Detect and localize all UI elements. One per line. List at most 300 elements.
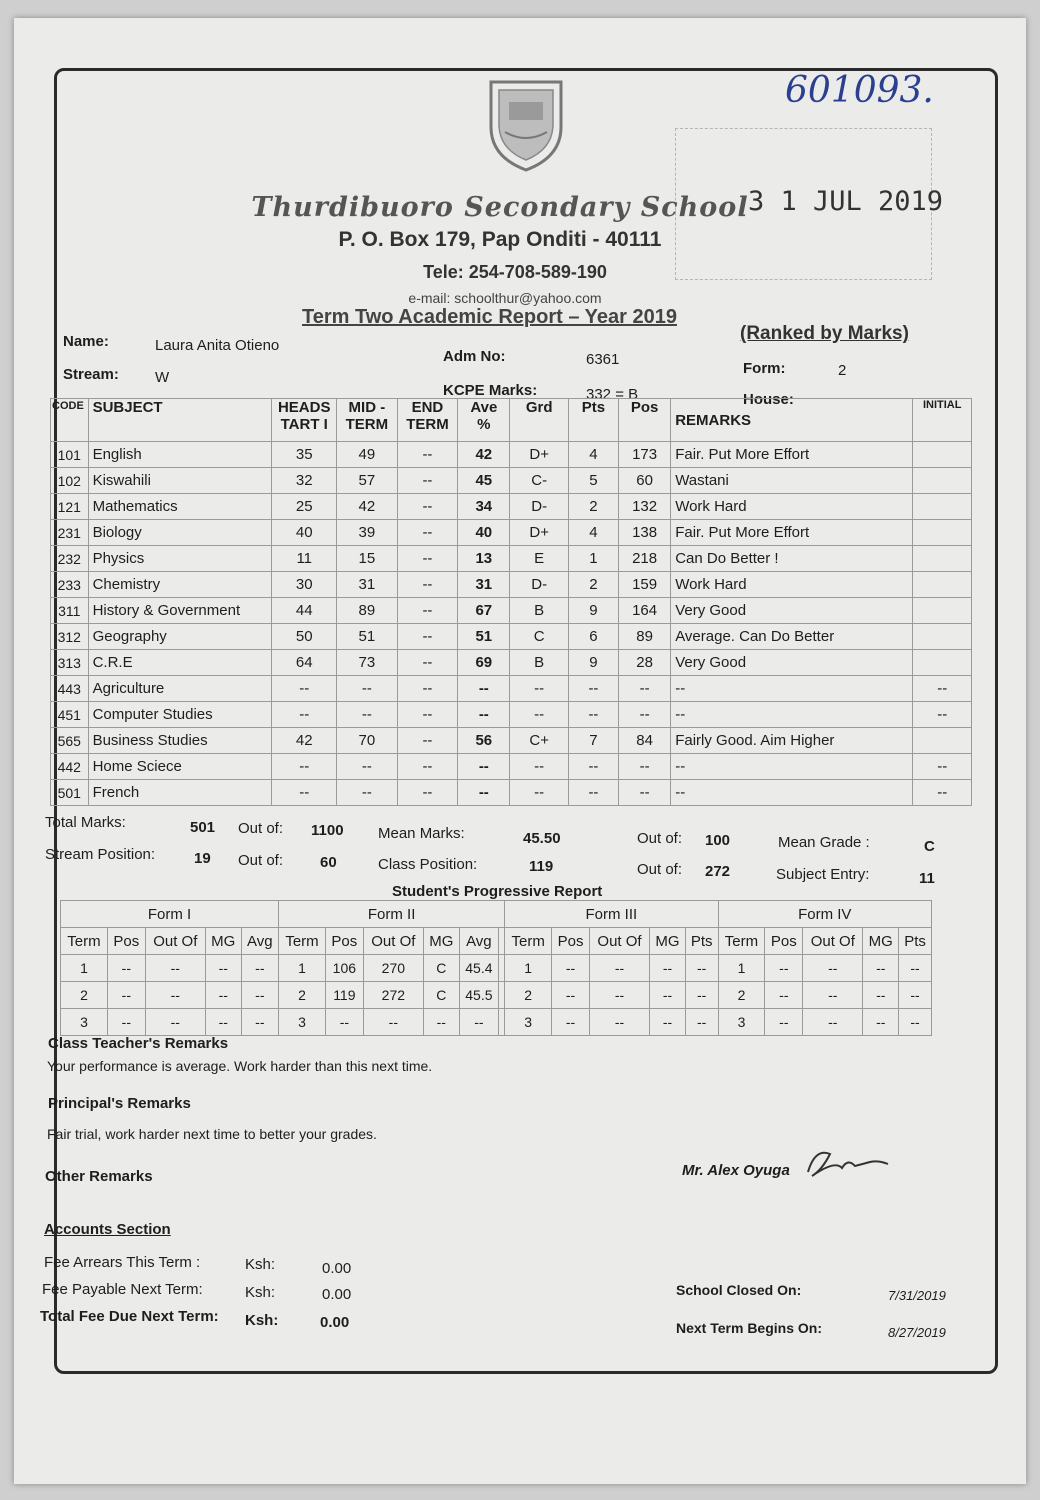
col-grd: Grd	[510, 399, 568, 442]
subject-mid: 15	[337, 546, 398, 572]
progressive-cell: C	[423, 982, 459, 1009]
stream-outof-label: Out of:	[238, 852, 284, 869]
subject-pos: 164	[619, 598, 671, 624]
payable-currency: Ksh:	[245, 1284, 276, 1301]
subject-pts: 7	[568, 728, 618, 754]
stream-position-label: Stream Position:	[45, 846, 156, 863]
subject-grd: C-	[510, 468, 568, 494]
subject-heads: --	[272, 780, 337, 806]
subject-code: 501	[51, 780, 89, 806]
class-outof-label: Out of:	[637, 861, 683, 878]
next-term-date: 8/27/2019	[888, 1325, 946, 1340]
progressive-cell: 2	[61, 982, 108, 1009]
principal-label: Principal's Remarks	[48, 1095, 191, 1112]
subject-pos: 159	[619, 572, 671, 598]
subject-remarks: Average. Can Do Better	[671, 624, 913, 650]
subject-ave: 51	[458, 624, 510, 650]
col-pts: Pts	[568, 399, 618, 442]
subject-heads: 35	[272, 442, 337, 468]
total-due-amount: 0.00	[320, 1314, 350, 1331]
kcpe-label: KCPE Marks:	[443, 382, 538, 399]
progressive-cell: 272	[363, 982, 423, 1009]
subject-pts: --	[568, 702, 618, 728]
progressive-col-pos: Pos	[325, 928, 363, 955]
subject-end: --	[397, 728, 458, 754]
progressive-cell: --	[107, 955, 145, 982]
subject-mid: --	[337, 754, 398, 780]
subject-row	[51, 650, 972, 676]
subject-grd: B	[510, 598, 568, 624]
subject-mid: 57	[337, 468, 398, 494]
subject-subject: Biology	[88, 520, 272, 546]
progressive-cell: 3	[279, 1009, 326, 1036]
subject-remarks: --	[671, 754, 913, 780]
handwritten-number: 601093.	[785, 70, 934, 111]
subject-mid: 39	[337, 520, 398, 546]
subject-end: --	[397, 546, 458, 572]
progressive-cell: --	[650, 982, 686, 1009]
school-name: Thurdibuoro Secondary School	[251, 192, 749, 223]
subject-initial: --	[913, 702, 972, 728]
progressive-cell: --	[863, 1009, 899, 1036]
total-marks: 501	[190, 819, 216, 836]
subject-end: --	[397, 598, 458, 624]
progressive-cell: --	[145, 955, 205, 982]
subject-ave: --	[458, 780, 510, 806]
subject-grd: D+	[510, 442, 568, 468]
subject-code: 232	[51, 546, 89, 572]
arrears-label: Fee Arrears This Term :	[44, 1254, 201, 1271]
progressive-cell: --	[803, 982, 863, 1009]
progressive-cell: --	[685, 1009, 718, 1036]
subject-pts: 4	[568, 520, 618, 546]
subject-pos: 28	[619, 650, 671, 676]
progressive-cell: 270	[363, 955, 423, 982]
progressive-col-mg: MG	[205, 928, 241, 955]
accounts-title: Accounts Section	[44, 1221, 171, 1238]
subject-mid: 89	[337, 598, 398, 624]
progressive-cell: --	[899, 1009, 932, 1036]
progressive-cell: 3	[505, 1009, 552, 1036]
subject-code: 565	[51, 728, 89, 754]
student-name: Laura Anita Otieno	[155, 337, 280, 354]
progressive-col-pos: Pos	[107, 928, 145, 955]
subject-code: 442	[51, 754, 89, 780]
form-2-header: Form II	[279, 901, 505, 928]
class-outof: 272	[705, 863, 731, 880]
progressive-cell: --	[899, 955, 932, 982]
progressive-col-out-of: Out Of	[803, 928, 863, 955]
progressive-cell: 3	[718, 1009, 765, 1036]
progressive-col-term: Term	[505, 928, 552, 955]
progressive-cell: --	[685, 982, 718, 1009]
subject-initial	[913, 546, 972, 572]
form-value: 2	[838, 362, 847, 379]
progressive-cell: 1	[61, 955, 108, 982]
marks-header-row	[51, 399, 972, 442]
subject-ave: 13	[458, 546, 510, 572]
subject-pos: --	[619, 702, 671, 728]
subject-subject: Agriculture	[88, 676, 272, 702]
subject-heads: 64	[272, 650, 337, 676]
subject-code: 451	[51, 702, 89, 728]
progressive-cell: --	[552, 1009, 590, 1036]
class-teacher-label: Class Teacher's Remarks	[48, 1035, 229, 1052]
adm-label: Adm No:	[443, 348, 506, 365]
marks-table	[50, 398, 972, 806]
subject-pts: 5	[568, 468, 618, 494]
progressive-cell: 3	[61, 1009, 108, 1036]
progressive-cell: --	[685, 955, 718, 982]
progressive-col-pts: Pts	[685, 928, 718, 955]
col-pos: Pos	[619, 399, 671, 442]
subject-grd: --	[510, 702, 568, 728]
progressive-cell: --	[459, 1009, 498, 1036]
subject-subject: C.R.E	[88, 650, 272, 676]
progressive-cell: 2	[505, 982, 552, 1009]
progressive-cell: --	[765, 982, 803, 1009]
subject-heads: 25	[272, 494, 337, 520]
progressive-cell: --	[205, 955, 241, 982]
progressive-cell: --	[205, 1009, 241, 1036]
subject-remarks: Very Good	[671, 598, 913, 624]
progressive-cell: --	[650, 1009, 686, 1036]
mean-marks-label: Mean Marks:	[378, 825, 465, 842]
next-term-label: Next Term Begins On:	[676, 1320, 822, 1336]
subject-remarks: Fairly Good. Aim Higher	[671, 728, 913, 754]
subject-mid: --	[337, 676, 398, 702]
subject-mid: 31	[337, 572, 398, 598]
subject-remarks: --	[671, 702, 913, 728]
subject-heads: 30	[272, 572, 337, 598]
mean-grade-label: Mean Grade :	[778, 834, 870, 851]
progressive-cell: --	[241, 982, 278, 1009]
subject-end: --	[397, 494, 458, 520]
total-due-label: Total Fee Due Next Term:	[40, 1308, 219, 1325]
subject-remarks: Wastani	[671, 468, 913, 494]
progressive-col-pos: Pos	[552, 928, 590, 955]
subject-end: --	[397, 468, 458, 494]
subject-code: 231	[51, 520, 89, 546]
subject-heads: 50	[272, 624, 337, 650]
subject-code: 102	[51, 468, 89, 494]
subject-code: 121	[51, 494, 89, 520]
mean-outof-label: Out of:	[637, 830, 683, 847]
subject-subject: Mathematics	[88, 494, 272, 520]
subject-end: --	[397, 650, 458, 676]
progressive-row	[61, 1009, 932, 1036]
stream-value: W	[155, 369, 170, 386]
payable-amount: 0.00	[322, 1286, 352, 1303]
form-1-header: Form I	[61, 901, 279, 928]
subject-heads: --	[272, 676, 337, 702]
subject-ave: --	[458, 676, 510, 702]
subject-row	[51, 598, 972, 624]
progressive-col-term: Term	[61, 928, 108, 955]
progressive-cell: --	[145, 1009, 205, 1036]
progressive-cell: --	[899, 982, 932, 1009]
progressive-cell: 2	[718, 982, 765, 1009]
subject-mid: --	[337, 780, 398, 806]
progressive-cell: --	[423, 1009, 459, 1036]
subject-remarks: --	[671, 676, 913, 702]
subject-row	[51, 494, 972, 520]
progressive-col-pts: Pts	[899, 928, 932, 955]
progressive-cell: 45.5	[459, 982, 498, 1009]
col-remarks: REMARKS	[671, 399, 913, 442]
progressive-cell: 2	[279, 982, 326, 1009]
progressive-cell: --	[765, 955, 803, 982]
progressive-cell: 1	[279, 955, 326, 982]
subject-ave: --	[458, 754, 510, 780]
mean-outof: 100	[705, 832, 731, 849]
progressive-cell: --	[803, 955, 863, 982]
subject-remarks: Work Hard	[671, 494, 913, 520]
school-address: P. O. Box 179, Pap Onditi - 40111	[338, 228, 662, 251]
progressive-col-out-of: Out Of	[363, 928, 423, 955]
progressive-col-mg: MG	[423, 928, 459, 955]
subject-grd: C+	[510, 728, 568, 754]
subject-ave: 67	[458, 598, 510, 624]
progressive-col-avg: Avg	[459, 928, 498, 955]
progressive-cell: 119	[325, 982, 363, 1009]
subject-row	[51, 676, 972, 702]
school-closed-label: School Closed On:	[676, 1282, 802, 1298]
ranked-label: (Ranked by Marks)	[740, 323, 909, 344]
subject-entry: 11	[919, 870, 935, 887]
arrears-amount: 0.00	[322, 1260, 352, 1277]
subject-pts: 9	[568, 650, 618, 676]
subject-row	[51, 572, 972, 598]
subject-initial: --	[913, 676, 972, 702]
progressive-cell: --	[145, 982, 205, 1009]
progressive-title: Student's Progressive Report	[392, 883, 603, 900]
subject-pts: 6	[568, 624, 618, 650]
progressive-col-avg: Avg	[241, 928, 278, 955]
arrears-currency: Ksh:	[245, 1256, 276, 1273]
school-email: e-mail: schoolthur@yahoo.com	[408, 290, 602, 306]
kcpe-value: 332 = B	[586, 386, 639, 403]
subject-heads: --	[272, 754, 337, 780]
principal-name: Mr. Alex Oyuga	[682, 1162, 790, 1179]
subject-subject: French	[88, 780, 272, 806]
signature-icon	[800, 1140, 895, 1185]
subject-end: --	[397, 754, 458, 780]
subject-initial	[913, 728, 972, 754]
subject-heads: 44	[272, 598, 337, 624]
subject-end: --	[397, 572, 458, 598]
school-crest-icon	[483, 72, 569, 172]
progressive-col-out-of: Out Of	[589, 928, 649, 955]
subject-pts: 2	[568, 494, 618, 520]
class-position: 119	[529, 858, 554, 875]
progressive-cell: --	[765, 1009, 803, 1036]
subject-code: 311	[51, 598, 89, 624]
other-remarks-label: Other Remarks	[45, 1168, 153, 1185]
subject-subject: English	[88, 442, 272, 468]
progressive-cell: --	[650, 955, 686, 982]
subject-remarks: Work Hard	[671, 572, 913, 598]
subject-pos: --	[619, 754, 671, 780]
school-closed-date: 7/31/2019	[888, 1288, 946, 1303]
subject-initial: --	[913, 754, 972, 780]
subject-subject: Chemistry	[88, 572, 272, 598]
col-end: END TERM	[397, 399, 458, 442]
subject-row	[51, 754, 972, 780]
stamp-date: 3 1 JUL 2019	[748, 186, 944, 217]
mean-marks: 45.50	[523, 830, 561, 847]
form-label: Form:	[743, 360, 786, 377]
progressive-cell: --	[589, 1009, 649, 1036]
progressive-cell: --	[552, 955, 590, 982]
progressive-col-term: Term	[718, 928, 765, 955]
total-outof-label: Out of:	[238, 820, 284, 837]
subject-end: --	[397, 780, 458, 806]
progressive-cell: --	[205, 982, 241, 1009]
subject-grd: E	[510, 546, 568, 572]
subject-grd: --	[510, 676, 568, 702]
subject-pts: 9	[568, 598, 618, 624]
subject-mid: --	[337, 702, 398, 728]
subject-ave: --	[458, 702, 510, 728]
col-initial: INITIAL	[913, 399, 972, 442]
subject-row	[51, 780, 972, 806]
subject-row	[51, 468, 972, 494]
subject-initial	[913, 598, 972, 624]
subject-pts: 4	[568, 442, 618, 468]
subject-pos: 173	[619, 442, 671, 468]
subject-ave: 40	[458, 520, 510, 546]
subject-mid: 70	[337, 728, 398, 754]
subject-pos: 84	[619, 728, 671, 754]
col-code: CODE	[51, 399, 89, 442]
subject-row	[51, 728, 972, 754]
subject-initial	[913, 520, 972, 546]
progressive-cell: C	[423, 955, 459, 982]
subject-mid: 49	[337, 442, 398, 468]
subject-code: 233	[51, 572, 89, 598]
subject-code: 312	[51, 624, 89, 650]
total-due-currency: Ksh:	[245, 1312, 279, 1329]
col-heads: HEADS TART I	[272, 399, 337, 442]
progressive-row	[61, 955, 932, 982]
progressive-cell: --	[241, 1009, 278, 1036]
subject-mid: 51	[337, 624, 398, 650]
class-teacher-remark: Your performance is average. Work harder than this next time.	[47, 1058, 433, 1074]
subject-ave: 56	[458, 728, 510, 754]
subject-pts: --	[568, 754, 618, 780]
subject-grd: B	[510, 650, 568, 676]
subject-pos: 60	[619, 468, 671, 494]
subject-row	[51, 520, 972, 546]
subject-row	[51, 702, 972, 728]
subject-ave: 69	[458, 650, 510, 676]
stream-outof: 60	[320, 854, 337, 871]
subject-heads: --	[272, 702, 337, 728]
subject-heads: 11	[272, 546, 337, 572]
subject-ave: 31	[458, 572, 510, 598]
subject-ave: 34	[458, 494, 510, 520]
subject-initial	[913, 624, 972, 650]
col-subject: SUBJECT	[88, 399, 272, 442]
form-4-header: Form IV	[718, 901, 932, 928]
total-marks-label: Total Marks:	[45, 814, 126, 831]
subject-mid: 42	[337, 494, 398, 520]
school-tele: Tele: 254-708-589-190	[423, 262, 607, 282]
progressive-cell: --	[107, 1009, 145, 1036]
subject-pos: 132	[619, 494, 671, 520]
stream-position: 19	[194, 850, 211, 867]
subject-end: --	[397, 520, 458, 546]
subject-subject: Business Studies	[88, 728, 272, 754]
subject-row	[51, 624, 972, 650]
progressive-table	[60, 900, 932, 1036]
progressive-col-out-of: Out Of	[145, 928, 205, 955]
subject-subject: Physics	[88, 546, 272, 572]
subject-end: --	[397, 442, 458, 468]
progressive-col-pos: Pos	[765, 928, 803, 955]
subject-mid: 73	[337, 650, 398, 676]
progressive-cell: --	[241, 955, 278, 982]
subject-grd: C	[510, 624, 568, 650]
subject-heads: 32	[272, 468, 337, 494]
subject-initial	[913, 650, 972, 676]
principal-remark: Fair trial, work harder next time to better your grades.	[47, 1126, 377, 1142]
mean-grade: C	[924, 838, 935, 855]
subject-end: --	[397, 702, 458, 728]
col-ave: Ave %	[458, 399, 510, 442]
progressive-cell: 45.4	[459, 955, 498, 982]
subject-remarks: Very Good	[671, 650, 913, 676]
subject-subject: Kiswahili	[88, 468, 272, 494]
subject-pts: 1	[568, 546, 618, 572]
subject-initial: --	[913, 780, 972, 806]
progressive-cell: --	[363, 1009, 423, 1036]
subject-grd: --	[510, 754, 568, 780]
subject-pts: --	[568, 676, 618, 702]
subject-code: 313	[51, 650, 89, 676]
report-title: Term Two Academic Report – Year 2019	[302, 306, 677, 328]
name-label: Name:	[63, 333, 109, 350]
progressive-cell: 1	[718, 955, 765, 982]
subject-subject: Computer Studies	[88, 702, 272, 728]
progressive-cell: --	[589, 982, 649, 1009]
subject-remarks: Can Do Better !	[671, 546, 913, 572]
subject-initial	[913, 494, 972, 520]
subject-grd: D+	[510, 520, 568, 546]
progressive-cell: --	[552, 982, 590, 1009]
progressive-cell: --	[803, 1009, 863, 1036]
progressive-cell: 1	[505, 955, 552, 982]
progressive-row	[61, 982, 932, 1009]
subject-heads: 42	[272, 728, 337, 754]
progressive-columns-row	[61, 928, 932, 955]
house-label: House:	[743, 391, 794, 408]
adm-value: 6361	[586, 351, 620, 368]
payable-label: Fee Payable Next Term:	[42, 1281, 203, 1298]
progressive-cell: --	[589, 955, 649, 982]
subject-remarks: --	[671, 780, 913, 806]
stream-label: Stream:	[63, 366, 119, 383]
subject-row	[51, 442, 972, 468]
progressive-cell: --	[863, 982, 899, 1009]
progressive-cell: --	[107, 982, 145, 1009]
subject-ave: 42	[458, 442, 510, 468]
progressive-cell: --	[863, 955, 899, 982]
subject-remarks: Fair. Put More Effort	[671, 520, 913, 546]
subject-initial	[913, 572, 972, 598]
subject-code: 101	[51, 442, 89, 468]
